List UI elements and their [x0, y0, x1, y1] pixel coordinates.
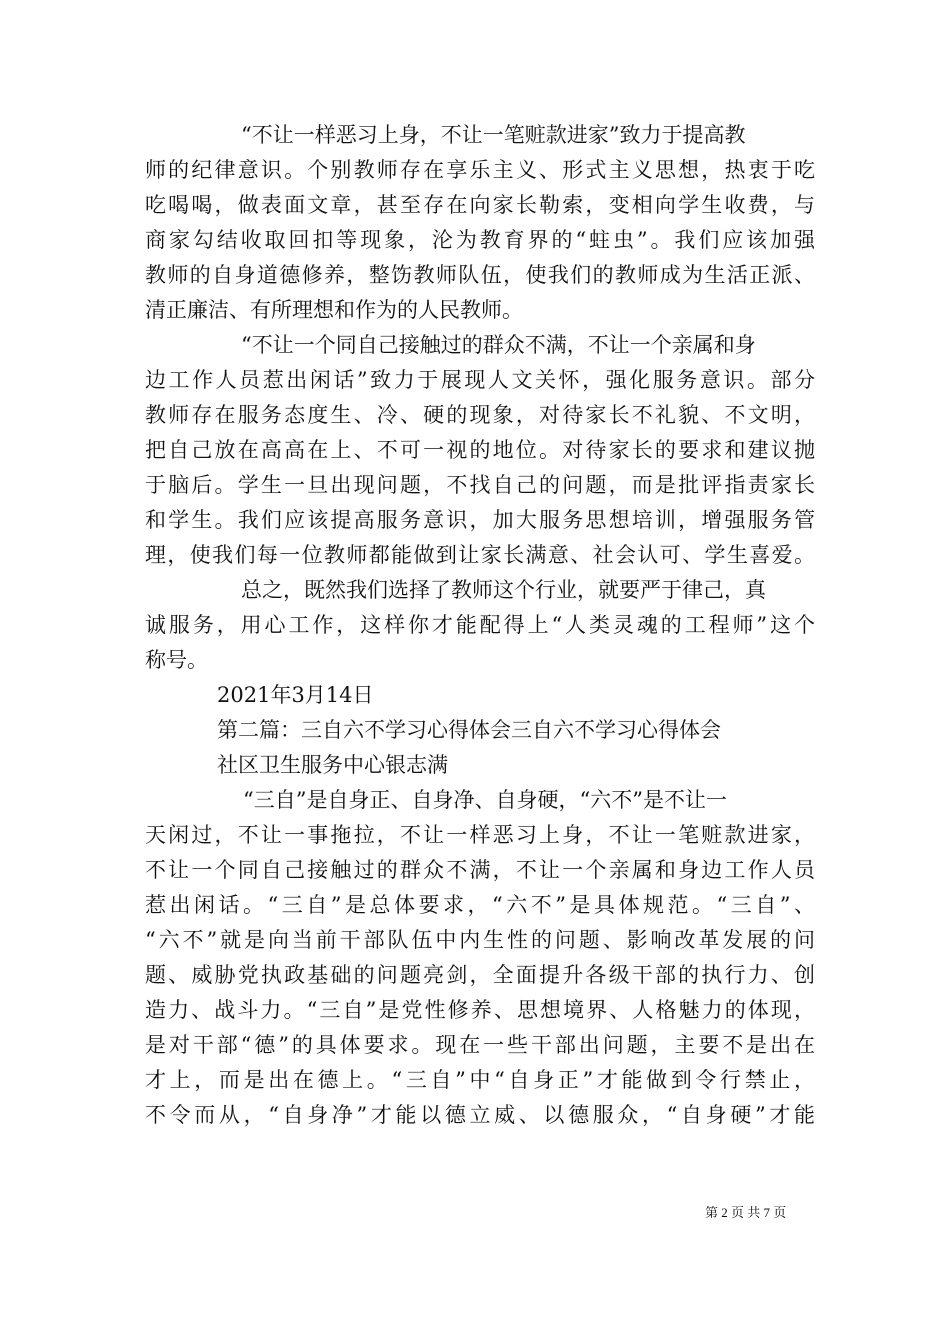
text-line: 和学生。我们应该提高服务意识，加大服务思想培训，增强服务管	[145, 508, 815, 532]
text-line: 商家勾结收取回扣等现象，沦为教育界的“蛀虫”。我们应该加强	[145, 228, 815, 252]
text-line: 题、威胁党执政基础的问题亮剑，全面提升各级干部的执行力、创	[145, 963, 815, 987]
text-line: 才上，而是出在德上。“三自”中“自身正”才能做到令行禁止，	[145, 1068, 815, 1092]
text-line: 师的纪律意识。个别教师存在享乐主义、形式主义思想，热衷于吃	[145, 158, 815, 182]
text-line: 教师存在服务态度生、冷、硬的现象，对待家长不礼貌、不文明，	[145, 403, 815, 427]
text-line: 总之，既然我们选择了教师这个行业，就要严于律己，真	[241, 578, 766, 602]
text-line: 社区卫生服务中心银志满	[217, 753, 448, 777]
document-body	[145, 118, 815, 1133]
text-line: 称号。	[145, 648, 208, 672]
text-line: 造力、战斗力。“三自”是党性修养、思想境界、人格魅力的体现，	[145, 998, 815, 1022]
text-line: 教师的自身道德修养，整饬教师队伍，使我们的教师成为生活正派、	[145, 263, 815, 287]
text-line: 把自己放在高高在上、不可一视的地位。对待家长的要求和建议抛	[145, 438, 815, 462]
text-line: 天闲过，不让一事拖拉，不让一样恶习上身，不让一笔赃款进家，	[145, 823, 815, 847]
text-line: “不让一个同自己接触过的群众不满，不让一个亲属和身	[241, 333, 756, 357]
text-line: 第二篇：三自六不学习心得体会三自六不学习心得体会	[217, 718, 721, 742]
text-line: 不让一个同自己接触过的群众不满，不让一个亲属和身边工作人员	[145, 858, 815, 882]
text-line: 理，使我们每一位教师都能做到让家长满意、社会认可、学生喜爱。	[145, 543, 815, 567]
text-line: “不让一样恶习上身，不让一笔赃款进家”致力于提高教	[241, 123, 746, 147]
text-line: “三自”是自身正、自身净、自身硬，“六不”是不让一	[243, 788, 727, 812]
text-line: “六不”就是向当前干部队伍中内生性的问题、影响改革发展的问	[145, 928, 815, 952]
text-line: 诚服务，用心工作，这样你才能配得上“人类灵魂的工程师”这个	[145, 613, 815, 637]
text-line: 惹出闲话。“三自”是总体要求，“六不”是具体规范。“三自”、	[145, 893, 815, 917]
text-line: 清正廉洁、有所理想和作为的人民教师。	[145, 298, 523, 322]
text-line: 不令而从，“自身净”才能以德立威、以德服众，“自身硬”才能	[145, 1103, 815, 1127]
text-line: 吃喝喝，做表面文章，甚至存在向家长勒索，变相向学生收费，与	[145, 193, 815, 217]
text-line: 于脑后。学生一旦出现问题，不找自己的问题，而是批评指责家长	[145, 473, 815, 497]
text-line: 是对干部“德”的具体要求。现在一些干部出问题，主要不是出在	[145, 1033, 815, 1057]
page-number-footer: 第 2 页 共 7 页	[705, 1205, 787, 1220]
text-line: 2021年3月14日	[217, 683, 374, 707]
text-line: 边工作人员惹出闲话”致力于展现人文关怀，强化服务意识。部分	[145, 368, 815, 392]
